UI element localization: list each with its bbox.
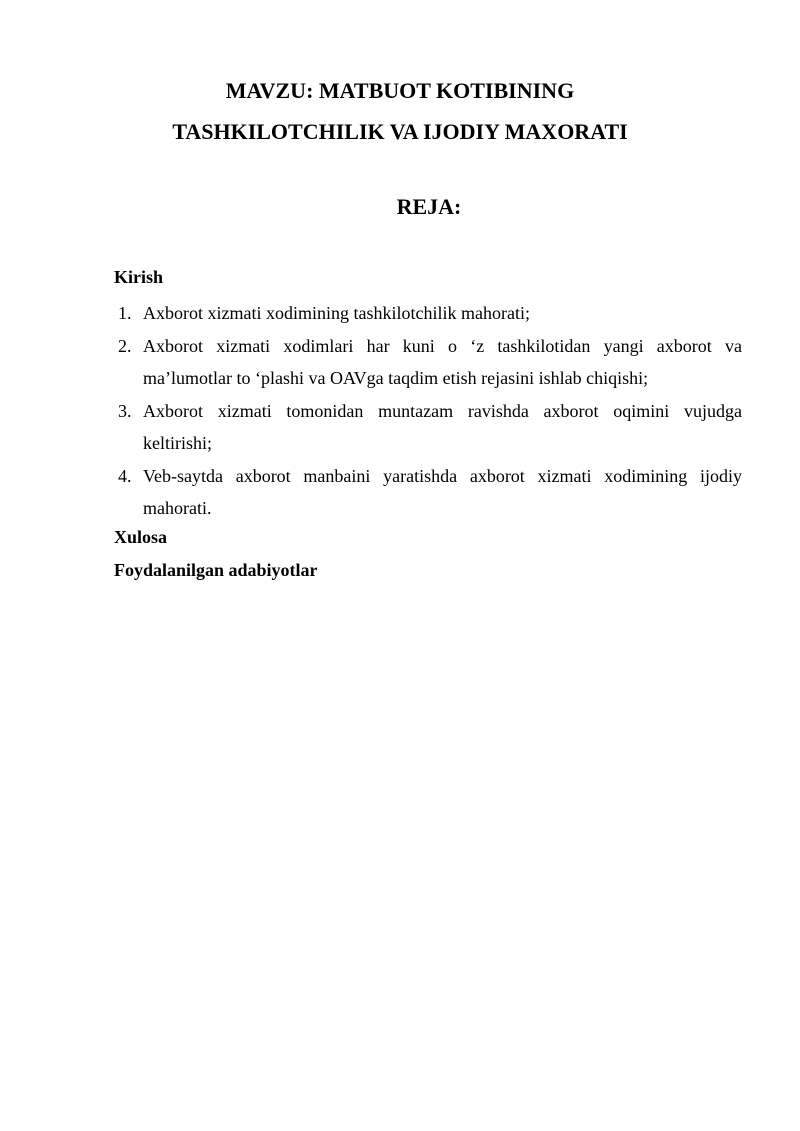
- plan-item-text: Axborot xizmati tomonidan muntazam ravishda axborot oqimini vujudga keltirishi;: [143, 400, 742, 453]
- references-label: Foydalanilgan adabiyotlar: [114, 560, 318, 580]
- plan-list: [114, 297, 742, 525]
- plan-item-number: 2.: [118, 335, 132, 356]
- plan-item: [114, 297, 742, 330]
- plan-item: [114, 330, 742, 395]
- plan-heading: REJA:: [396, 194, 462, 219]
- plan-item: [114, 460, 742, 525]
- plan-item-text: Axborot xizmati xodimining tashkilotchilik mahorati;: [143, 303, 530, 323]
- plan-item-text: Veb-saytda axborot manbaini yaratishda axborot xizmati xodimining ijodiy mahorati.: [143, 465, 742, 518]
- document-title-line-2: TASHKILOTCHILIK VA IJODIY MAXORATI: [172, 119, 628, 144]
- plan-item-number: 1.: [118, 303, 132, 323]
- plan-item-text: Axborot xizmati xodimlari har kuni o ‘z tashkilotidan yangi axborot va ma’lumotlar to ‘plashi va OAVga taqdim etish rejasini ishlab chiqishi;: [143, 335, 742, 388]
- plan-item: [114, 395, 742, 460]
- intro-label: Kirish: [114, 267, 164, 287]
- plan-item-number: 4.: [118, 465, 132, 486]
- plan-item-number: 3.: [118, 400, 132, 421]
- document-title-line-1: MAVZU: MATBUOT KOTIBINING: [225, 78, 575, 103]
- conclusion-label: Xulosa: [114, 527, 168, 547]
